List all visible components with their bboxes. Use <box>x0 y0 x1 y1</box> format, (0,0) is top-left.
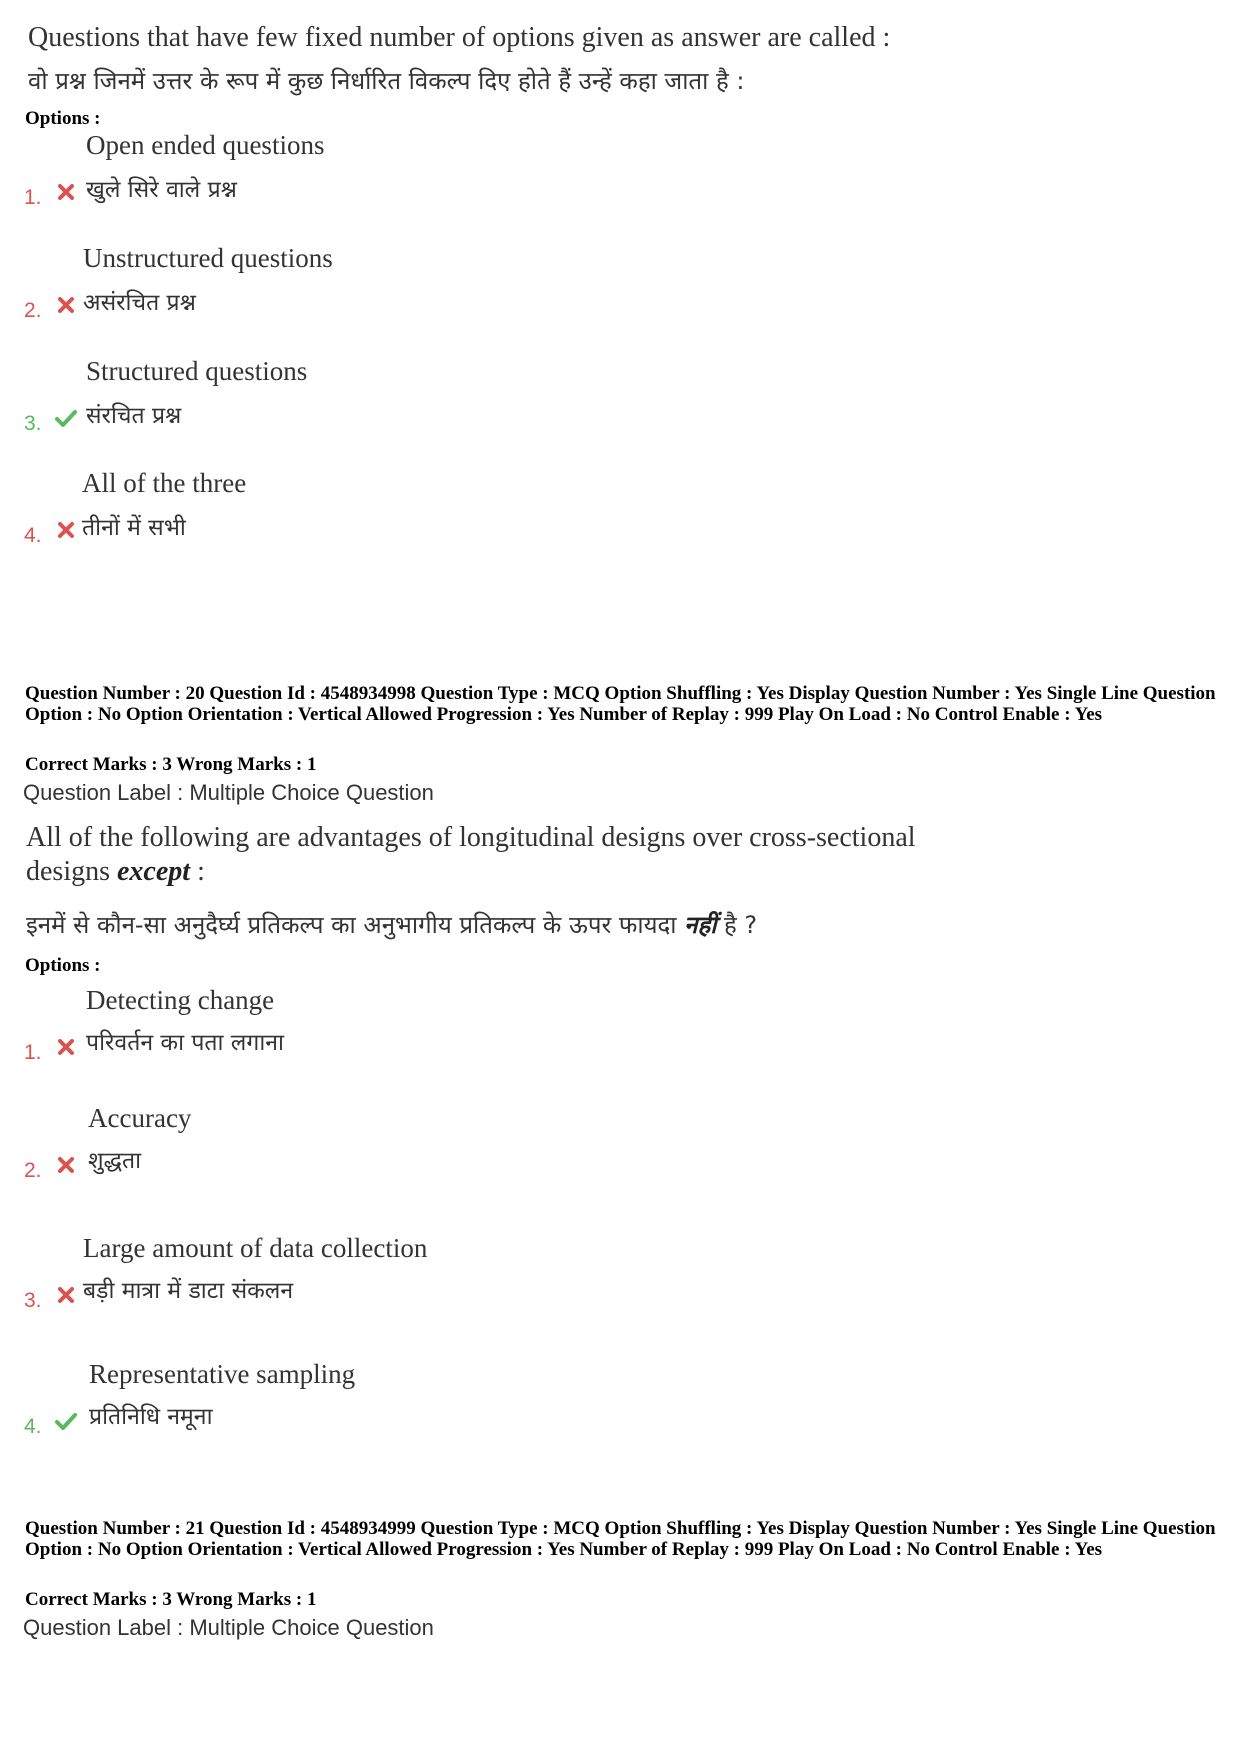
option-text-hi: प्रतिनिधि नमूना <box>89 1404 213 1430</box>
question-20-text-en-start: designs <box>26 856 117 887</box>
cross-icon <box>54 293 78 317</box>
check-icon <box>54 406 78 430</box>
question-19-text-hi: वो प्रश्न जिनमें उत्तर के रूप में कुछ निर्धारित विकल्प दिए होते हैं उन्हें कहा जाता है : <box>28 67 745 95</box>
option-number: 1. <box>24 1041 42 1064</box>
question-19-text-en: Questions that have few fixed number of options given as answer are called : <box>28 22 891 53</box>
option-text-hi: बड़ी मात्रा में डाटा संकलन <box>83 1278 294 1304</box>
question-21-label: Question Label : Multiple Choice Question <box>23 1615 434 1640</box>
question-20-text-en <box>26 822 916 888</box>
question-20-marks: Correct Marks : 3 Wrong Marks : 1 <box>25 754 317 775</box>
option-text-en: All of the three <box>82 468 247 498</box>
option-text-hi: शुद्धता <box>88 1148 142 1174</box>
cross-icon <box>54 180 78 204</box>
option-number: 1. <box>24 186 42 209</box>
question-20-emphasis-hi: नहीं <box>684 911 717 939</box>
cross-icon <box>54 1153 78 1177</box>
option-text-hi: संरचित प्रश्न <box>86 403 182 429</box>
option-number: 3. <box>24 1289 42 1312</box>
option-text-en: Representative sampling <box>89 1359 356 1389</box>
option-text-en: Detecting change <box>86 985 275 1015</box>
option-number: 2. <box>24 1159 42 1182</box>
option-item <box>0 1233 1240 1333</box>
option-item <box>0 356 1240 456</box>
option-text-en: Unstructured questions <box>83 243 333 273</box>
option-number: 3. <box>24 412 42 435</box>
option-text-hi: परिवर्तन का पता लगाना <box>86 1030 284 1056</box>
option-text-en: Accuracy <box>88 1103 192 1133</box>
question-21-marks: Correct Marks : 3 Wrong Marks : 1 <box>25 1589 317 1610</box>
option-text-hi: तीनों में सभी <box>82 515 186 541</box>
option-item <box>0 130 1240 230</box>
options-label: Options : <box>25 108 101 129</box>
question-20-text-en-end: : <box>190 856 205 887</box>
option-item <box>0 1359 1240 1459</box>
option-item <box>0 243 1240 343</box>
option-text-en: Open ended questions <box>86 130 325 160</box>
question-20-label: Question Label : Multiple Choice Question <box>23 780 434 805</box>
cross-icon <box>54 518 78 542</box>
question-20-text-hi <box>26 908 757 941</box>
question-21-meta: Question Number : 21 Question Id : 4548934999 Question Type : MCQ Option Shuffling : Yes Display Question Number : Yes Single Line Question Option : No Option Orientation : Vertical Allowed Progression : Yes Number of Replay : 999 Play On Load : No Control Enable : Yes <box>25 1518 1216 1560</box>
question-20-text-en-line2 <box>26 856 916 888</box>
option-text-hi: असंरचित प्रश्न <box>83 290 196 316</box>
option-text-en: Structured questions <box>86 356 308 386</box>
option-item <box>0 985 1240 1085</box>
option-number: 4. <box>24 1415 42 1438</box>
option-text-hi: खुले सिरे वाले प्रश्न <box>86 177 237 203</box>
option-text-en: Large amount of data collection <box>83 1233 428 1263</box>
option-item <box>0 468 1240 568</box>
option-number: 2. <box>24 299 42 322</box>
question-20-text-en-line1: All of the following are advantages of longitudinal designs over cross-sectional <box>26 822 916 853</box>
option-number: 4. <box>24 524 42 547</box>
option-item <box>0 1103 1240 1203</box>
check-icon <box>54 1409 78 1433</box>
question-20-text-hi-end: है ? <box>716 911 758 939</box>
question-20-text-hi-start: इनमें से कौन-सा अनुदैर्घ्य प्रतिकल्प का अनुभागीय प्रतिकल्प के ऊपर फायदा <box>26 911 685 939</box>
cross-icon <box>54 1283 78 1307</box>
question-20-meta: Question Number : 20 Question Id : 4548934998 Question Type : MCQ Option Shuffling : Yes Display Question Number : Yes Single Line Question Option : No Option Orientation : Vertical Allowed Progression : Yes Number of Replay : 999 Play On Load : No Control Enable : Yes <box>25 683 1216 725</box>
question-20-emphasis: except <box>117 856 191 887</box>
cross-icon <box>54 1035 78 1059</box>
options-label: Options : <box>25 955 101 976</box>
